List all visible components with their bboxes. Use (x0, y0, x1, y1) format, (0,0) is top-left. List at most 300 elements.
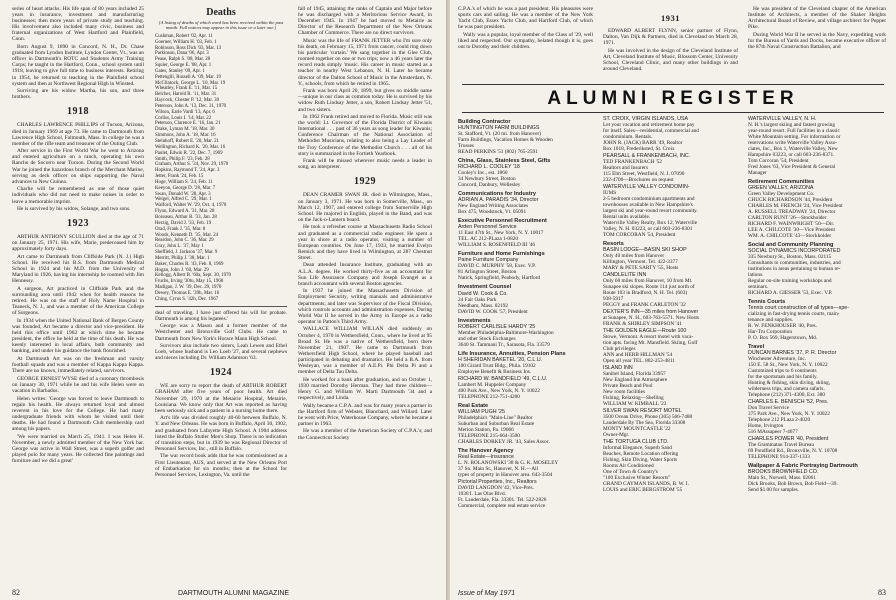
listing-line: lations. (748, 272, 764, 279)
register-category: Building Contractor (458, 119, 511, 125)
death-entry: Kellogg, Albert B. '60a, Sept. 30, 1970 (155, 273, 232, 279)
listing-line: The Grammatan Travel Bureau (748, 442, 815, 449)
register-column-2 (603, 116, 743, 582)
paragraph: Frank was born April 20, 1899, but gives no middle name—unique in our class as common today. He is survived by his widow Ruth Lindsay Jetter, a son, Robert Lindsay Jetter '51, and two sisters. (298, 88, 432, 113)
register-listing (458, 479, 598, 509)
listing-line: 11 East 47th St., New York, N. Y. 10017 (458, 230, 544, 237)
paragraph: After service in the First World War he went to Arizona and entered agriculture on a ranch, operating his own Rancho de Socorro near Tucson. During the Second World War he joined the hazardous branch of the Merchant Marine, serving as deck officer on ships supporting the Naval advances to New Guinea. (12, 148, 144, 185)
listing-line: 335 Newbury St., Boston, Mass. 02115 (748, 254, 832, 261)
listing-line: L. N. BOLANOWSKI '38 & G. K. MOSELEY (458, 459, 559, 466)
listing-line: for itself. Sales—residential, commercial and (603, 128, 699, 134)
listing-line: Fishing, Skin Diving, Water Sports (603, 457, 678, 464)
register-listing (748, 436, 888, 460)
listing-line: CHARLES E. BENISCH '52, Pres. (748, 399, 829, 406)
register-listing (458, 324, 598, 348)
class-year-heading: 1924 (210, 367, 232, 379)
paragraph: WALLACE WILLIAM WILLAN died suddenly on October 4, 1970 in Wethersfield, Conn., where he lived at 95 Broad St. He was a native of Wethersfield, born there November 21, 1907. He came to Dartmouth from Wethersfield High School, where he played baseball and participated in debating and dramatics. He held a B.A. from Wesleyan, was a member of A.E.Pi. Phi Delta Pi and a member of Delta Tau Delta. (298, 326, 432, 376)
paragraph: In 1962 Frank retired and moved to Florida. Music still was the world: Lt. Governor of the Florida District of Kiwanis International . . . past of 36 years as song leader for Kiwanis; Conference Chairman of the National Association of Methodist Musicians, relating to also being a Lay Leader of the Troy Conference of the Methodist Church . . . all of his story is summarized in the Fortieth Yearbook. (298, 114, 432, 157)
listing-line: David W. Cook & Co. (458, 290, 508, 297)
register-listing (748, 399, 888, 435)
register-listing (603, 365, 743, 407)
death-entry: Paulet, Edwin R. '22, Dec. 7, 1969 (155, 150, 223, 156)
banner-rule-bottom (462, 112, 884, 113)
register-column-1 (458, 116, 598, 582)
paragraph: ARTHUR ANTHONY SCULLION died at the age of 71 on January 25, 1971. His wife, Marie, predeceased him by approximately forty days. (12, 234, 144, 253)
register-category: Investments (458, 317, 491, 324)
paragraph: In 1937 he joined the Massachusetts Division of Employment Security, writing manuals and administrative departments; and later was Supervisor of the Fiscal Division, which controls accounts and administration expenses. During World War II he served in the Army in Europe as a radio operator in Patton's Third Army. (298, 288, 432, 325)
death-entry: Steinhoff, Robert E. '20, Mar. 21 (155, 139, 219, 144)
register-category: Tennis Courts (748, 299, 786, 306)
register-category: Social and Community Planning (748, 242, 834, 249)
register-column-3 (748, 116, 888, 582)
paragraph: The war record book adds that he was commissioned as a First Lieutenant, AUS, and served at the New Orleans Port of Embarkation for six months; then at the School for Personnel Services, Lexington, Va. until the (155, 453, 287, 478)
listing-line: Private Beach and Pool (603, 383, 653, 390)
listing-line: Let your vacation and retirement home pay (603, 122, 695, 128)
listing-line: 69 Pondfield Rd., Bronxville, N. Y. 10708 (748, 448, 838, 455)
listing-line: at Sunapee, N. H., 603-763-5571. New Hosts (603, 315, 700, 322)
listing-line: for the sportsman and his family. (748, 374, 818, 381)
paragraph: A surgeon, Art practiced in Cliffside Park and the surrounding area until 1942 when for health reasons he retired. He was on the staff of Holy Name Hospital in Teaneck, N. J., and was a member of the American College of Surgeons. (12, 285, 144, 317)
listing-line: 150 E. 58 St., New York, N. Y. 10022 (748, 362, 828, 369)
listing-line: Killington, Vermont. Tel. 422-3377 (603, 259, 678, 266)
listing-line: 1038 I. Las Olas Blvd. (458, 490, 506, 497)
paragraph: GEORGE ERNEST WYSE died of a coronary thrombosis on January 30, 1971 while he and his wife Helen were on vacation in Barbados. (12, 375, 144, 394)
listing-line: Box 475, Woodstock, Vt. 05091 (458, 209, 527, 216)
listing-line: Hunting & fishing, skin diving, skiing, (748, 380, 831, 387)
death-entry: McClintock, George L. '10, Mar. 19 (155, 80, 226, 86)
listing-line: 37 So. Main St., Hanover, N. H.—All (458, 465, 539, 472)
listing-line: TED FRANKENBACH '52 (603, 159, 662, 165)
listing-line: New room facilities (603, 389, 646, 396)
listing-line: BROOKS BROWNFIELD CO. (748, 469, 819, 476)
register-listing (458, 409, 598, 445)
listing-line: Don Travel Service (748, 405, 790, 412)
paragraph: Wally was a popular, loyal member of the Class of '29, well liked and respected. Our sympathy, belated though it is, goes out to Dorothy and their children. (458, 31, 593, 51)
register-category: Executive Personnel Recruitment (458, 218, 547, 225)
listing-line: and other Stock Exchanges (458, 335, 516, 342)
listing-line: Commercial, complete real estate service (458, 502, 546, 509)
right-footer-issue: Issue of May 1971 (458, 590, 516, 597)
listing-line: RICHARD F. WAINWRIGHT '50—Dir. (748, 221, 835, 228)
register-category: China, Glass, Stainless Steel, Gifts (458, 158, 551, 165)
listing-line: Rooms Air Conditioned (603, 463, 654, 470)
death-entry: Pease, Ralph S. '08, Mar. 28 (155, 57, 211, 63)
register-listing (748, 350, 888, 398)
listing-line: Natick, Springfield, Peabody, Hartford (458, 275, 541, 282)
listing-line: 3640 St. Tammani Tr., Sarasota, Fla. 33579 (458, 341, 550, 348)
listing-line: RICHARD W. BANDFIELD '49, C.L.U. (458, 375, 548, 382)
register-listing (603, 247, 743, 271)
listing-line: 3500 Ocean Drive, Phone (305) 566-7488 (603, 414, 693, 421)
register-listing (603, 153, 743, 183)
listing-line: institutions in areas pertaining to human re- (748, 266, 841, 273)
register-listing (458, 224, 598, 248)
right-page-number: 83 (878, 588, 886, 597)
listing-line: Ft. Lauderdale, Fla. 33301. Tel. 522-2826 (458, 496, 547, 503)
listing-line: Employee Benefit & Business Ins. (458, 368, 532, 375)
death-entry: Boisseau, Arthur R. '33, Jan. 28 (155, 214, 217, 220)
register-listing (748, 248, 888, 296)
paragraph: WE are sorry to report the death of ARTHUR ROBERT GRAHAM after five years of poor health. Art died November 29, 1970 at the Metairie Hospital, Metairie, Louisiana. We know only that Art was reported as having been seriously sick and a patient in a nursing home there. (155, 383, 287, 414)
register-category: The Hanover Agency (458, 447, 514, 454)
register-category: Furniture and Home Furnishings (458, 251, 545, 258)
death-entry: Fruchs, Irving '30tu, May 15, 1968 (155, 279, 224, 285)
listing-line: 400 Park Ave., New York, N. Y. 10022 (458, 387, 540, 394)
listing-line: Owner-Mgr. (603, 432, 630, 439)
death-entry: Reardon, John C. '36, Mar. 29 (155, 238, 214, 244)
death-entry: Gray, John L. '37, May 1 (155, 244, 204, 250)
death-entry: Peterson, John A. '13, Dec. 31, 1970 (155, 103, 227, 109)
right-top-column-2 (603, 6, 738, 84)
paragraph: Music was the life of FRANK JETTER who I'm sure only his death, on February 15, 1971 from cancer, could ring down his particular 'curtain.' We sang together in the Glee Club, roomed together on one or two trips; now a 46 years later the record reads simply 'music. His career in music started as a teacher in nearby West Lebanon, N. H. Later he became director of the Dalton School of Music in the Amsterdam, N. Y., schools, from which he retired in 1965. (298, 37, 432, 87)
listing-line: BASIN LODGE—BASIN SKI SHOP (603, 247, 687, 254)
listing-line: WATERVILLE VALLEY CONDOMIN- (603, 184, 690, 190)
listing-line: MARY & PETE SARTY '55, Hosts (603, 265, 679, 272)
listing-line: DAVID W. COOK '57, President (458, 308, 528, 315)
death-entry: Graham, Arthur S. '24, Nov. 29, 1970 (155, 162, 229, 168)
listing-line: DEXTER'S INN—35 miles from Hanover (603, 309, 699, 316)
listing-line: TELEPHONE 215-664-3500 (458, 432, 520, 439)
listing-line: WILLIAM S. ROSENFIELD III '46 (458, 242, 536, 249)
listing-line: 516 MAssapeer 7-4677 (748, 429, 798, 436)
register-listing (603, 328, 743, 364)
left-column-2 (155, 6, 287, 586)
banner-rule-top (462, 84, 884, 85)
register-listing (458, 197, 598, 215)
listing-line: Merion Station, Pa. 19066 (458, 426, 514, 433)
listing-line: Sanibel Island, Florida 33957 (603, 371, 666, 378)
paragraph: He is survived by his widow, Solange, and two sons. (17, 206, 131, 213)
listing-line: 81 Arlington Street, Boston (458, 269, 517, 276)
listing-line: wilderness trips, and camera safaris. (748, 386, 825, 393)
listing-line: Informal Elegance, Superb Sand (603, 445, 672, 452)
listing-line: 100 Girard Trust Bldg., Phila. 19102 (458, 362, 536, 369)
listing-line: SILVER SWAN RESORT MOTEL (603, 408, 682, 415)
death-entry: Robinson, Ross Dick '03, Mar. 13 (155, 45, 222, 51)
listing-line: tenance and supplies. (748, 317, 794, 324)
listing-line: Realtors and Insurers (603, 165, 649, 171)
listing-line: Club privileges (603, 346, 636, 353)
listing-line: Farm Buildings, Vacation Homes & Wooden (458, 137, 553, 144)
listing-line: LOUIS and ERIC BERGSTROM '55 (603, 487, 683, 494)
register-listing (603, 116, 743, 152)
death-entry: Baker, Charles R. '43, Feb. 8, 1969 (155, 261, 224, 267)
listing-line: Route 103 in Bradford, N. H. Tel. (603) (603, 290, 688, 297)
death-entry: Haycock, Chester P. '12, Mar. 30 (155, 98, 220, 104)
death-entry: Madigan, J. W. '39, Dec. 29, 1970 (155, 285, 222, 291)
death-entry: Hogan, John J. '60, Mar. 29 (155, 267, 209, 273)
listing-line: year-round resort. Full facilities in a classic (748, 128, 840, 134)
listing-line: ANN and HERB HILLMAN '54 (603, 352, 673, 359)
listing-line: St. Stafford, Vt. (20 mi. from Hanover) (458, 131, 542, 138)
right-top-column-3 (748, 6, 886, 84)
listing-line: Send $1.00 for samples. (748, 487, 800, 494)
listing-line: PEARSALL & FRANKENBACH, INC. (603, 153, 691, 159)
listing-line: 24 Fair Oaks Park (458, 296, 497, 303)
death-entry: Ching, Cyrus S. '42h, Dec. 1967 (155, 296, 219, 302)
paragraph: He took a refresher course at Massachusetts Radio School and graduated as a commercial radio engineer. He spent a year in shore at a radio operator, visiting a number of European countries. On June 17, 1933, he married Evelyn Remick and they have lived in Wilmington, at 287 Chestnut Street. (298, 224, 432, 261)
death-entry: Walford, Walter W. '29, Oct. 4, 1970 (155, 203, 227, 209)
paragraph: He was involved in the design of the Cleveland Institute of Art, Cleveland Institute of Music, Blossom Center, University School, Cleveland Clinic, and many other buildings in and around Cleveland. (603, 47, 738, 73)
listing-line: IUMS (603, 190, 617, 196)
listing-line: Dick Brooks, Bob Brown, Bob Field—39. (748, 481, 838, 488)
listing-line: Box 1018, Frederiksted, St. Croix (603, 146, 675, 152)
register-category: Resorts (603, 241, 624, 247)
paragraph: He worked for a bank after graduation, and on October 1, 1930 married Dorothy Herman. They had three children—Henry G. and William W. Marti Dartmouth '34 and a respectively, and Linda. (298, 376, 432, 401)
listing-line: 232-4700—Brochures on request (603, 177, 674, 183)
listing-line: Fishing, Relaxing—Shelling (603, 395, 664, 402)
death-entry: Corliss, Louis I. '14, Mar. 22 (155, 115, 212, 121)
register-listing (748, 185, 888, 239)
listing-line: New England Writing Associates (458, 203, 529, 210)
paragraph: Frank will be missed wherever music needs a leader in song, an interpreter. (298, 158, 432, 171)
paragraph: Art's life was divided roughly 40-60 between Buffalo, N. Y. and New Orleans. He was born in Buffalo, April 30, 1902, and graduated from Lafayette High School. A 1904 address listed the Buffalo Stutler Men's Shop. There is no indication of transition steps, but in 1939 he was Regional Director of Personnel Services, Inc., still in Buffalo. (155, 415, 287, 452)
listing-line: READ PERKINS '51 (802) 765-2591 (458, 149, 538, 156)
listing-line: P. O. Box 569, Hagerstown, Md. (748, 335, 818, 342)
paragraph: Helen writes: 'George was forced to leave Dartmouth to regain his health. He always returned loyal and almost reverent in his love for the College. He had many undergraduate friends with whom he visited until their deaths. He had found a Dartmouth Club membership card among his papers. (12, 395, 144, 433)
listing-line: Waterville Valley Realty, Box 12, Waterville (603, 220, 698, 226)
register-listing (458, 164, 598, 188)
death-entry: Hopkins, Raymond T. '24, Apr. 3 (155, 168, 220, 174)
listing-line: ISLAND INN (603, 365, 633, 372)
death-entry: Wilson, Earle Vardi '13, Apr. 6 (155, 109, 215, 115)
listing-line: Concord, Danbury, Wellesley (458, 182, 521, 189)
listing-line: Fred Jones '63, Vice President & General (748, 164, 836, 170)
listing-line: CHARLES DORKEY JR. '43, Sales Assoc. (458, 438, 551, 445)
death-entry: Goerner, William H. '03, Feb. 1 (155, 39, 217, 45)
death-entry: Smith, Philip F. '23, Feb. 28 (155, 156, 210, 162)
listing-line: tion apts. facing Mt. Mansfield. Skiing, Golf (603, 340, 698, 347)
listing-line: FRANK & SHIRLEY SIMPSON '41 (603, 321, 682, 328)
listing-line: R. W. FENKHOUSER '40, Pres. (748, 323, 817, 330)
listing-line: Sunapee ski slopes. Route 114 just north of (603, 284, 695, 291)
listing-line: Philadelphia's "Main-Line" Realtor (458, 414, 533, 421)
listing-line: A. RUSSELL TREADWAY '24, Director (748, 209, 836, 216)
right-top-column-1 (458, 6, 593, 84)
register-listing (603, 439, 743, 493)
paragraph: fall of 1945, attaining the ranks of Captain and Major before he was discharged with a Meritorious Service Award, in December 1945. In 1947 he had moved to Metairie as Director of the Research Department of the New Orleans Chamber of Commerce. There are no direct survivors. (298, 6, 432, 37)
right-page (450, 0, 896, 600)
listing-line: townhouses available in New Hampshire's (603, 202, 693, 208)
section-divider (155, 306, 287, 307)
listing-line: Real Estate—Insurance (458, 453, 514, 460)
listing-line: H SHERIDAN BAKETEL '20, C.L.U. (458, 356, 543, 363)
death-entry: Keeyon, George D. '28, Mar. 7 (155, 185, 216, 191)
listing-line: CHUCK RICHARDSON '44, President (748, 197, 833, 204)
listing-line: Tom Corcoran '54, President (748, 158, 809, 164)
listing-line: cializing in fast-drying tennis courts, main- (748, 311, 840, 318)
listing-line: Arden Personnel Service (458, 224, 517, 231)
death-entry: Wheatley, Frank E. '11, Mar. 15 (155, 86, 218, 92)
death-entry: Cushman, Robert '02, Apr. 11 (155, 33, 213, 39)
listing-line: Lauderdale By The Sea, Florida 33308 (603, 420, 686, 427)
listing-line: Only 40 miles from Hanover (603, 253, 665, 260)
death-entry: Gates, Stanley '09, Apr. 1 (155, 68, 205, 74)
listing-line: CARLTON RUNT '26—Stockholder (748, 215, 827, 222)
paragraph: He was a member of the American Society of C.P.A.'s; and the Connecticut Society (298, 428, 432, 441)
paragraph: series of heart attacks. His life span of 80 years included 25 years in insurance, investment and manufacturing businesses; then more years of private study and teaching. His involvement also included many civic, business and fraternal organizations of West Hartford and Plainfield, Conn. (12, 6, 144, 43)
register-category: Investment Counsel (458, 284, 512, 291)
listing-line: New England Inn Atmosphere (603, 377, 668, 384)
listing-line: Rental units available. (603, 214, 651, 220)
paragraph: Dean attended Insurance Institute, graduating with an A.L.A. degree. He worked thirty-five as an accountant for Sun Life Assurance Company and Joseph Evangel as a branch accountant with several Boston agencies. (298, 262, 432, 287)
death-entry: Herzig, David J. '33, Feb. 19 (155, 220, 212, 226)
register-category: Real Estate (458, 402, 489, 409)
paragraph: At Dartmouth Art was on the freshman and varsity football squads and was a member of Kappa Kappa Kappa. There are no known, immediately related, survivors. (12, 356, 144, 375)
death-entry: Squier, George E. '08, Apr. 1 (155, 63, 212, 69)
listing-line: 938-5917 (603, 296, 624, 303)
listing-line: Manager (748, 170, 767, 176)
listing-line: RICHARD A. GIESSER '53, Exec. V.P. (748, 290, 833, 297)
listing-line: Cooley's Inc., est. 1860 (458, 170, 508, 177)
listing-line: Open all year TEL. 802-253-4811 (603, 358, 675, 365)
listing-line: One of Town & Country's (603, 469, 658, 476)
listing-line: Green Valley Development Co. (748, 191, 815, 198)
listing-line: WM. A. CHILCOTE '43—Stockholder (748, 233, 832, 240)
listing-line: WILLIAM W. KIMBALL '23 (603, 401, 667, 408)
paragraph: deal of traveling. I have just offered his will for probate. Dartmouth is among his legatees.' (155, 309, 287, 322)
listing-line: Paine Furniture Company (458, 257, 519, 264)
listing-line: DAVID LANGDON '42, Vice-Pres. (458, 484, 534, 491)
paragraph: Wally became a C.P.A. and was for many years a partner in the Hartford firm of Webster, Blanchard, and Willard. Later he went with Price, Waterhouse Company, where he became a partner in 1963. (298, 402, 432, 427)
listing-line: Regular on-site training workshops and (748, 278, 832, 285)
listing-line: condominium. Rentals. (603, 134, 653, 140)
paragraph: George was a Mason and a former member of the Westchester and Bronxville Golf Clubs. He came to Dartmouth from New York's Horace Mann High School. (155, 323, 287, 342)
left-footer-title: DARTMOUTH ALUMNI MAGAZINE (178, 590, 290, 597)
class-year-heading: 1923 (67, 218, 89, 230)
register-category: Travel (748, 344, 765, 351)
listing-line: JOHN R. (JACK) BARR '49, Realtor (603, 140, 683, 146)
listing-line: seminars. (748, 284, 769, 291)
death-entry: Simmons, John A. '18, Mar. 16 (155, 133, 216, 139)
alumni-register-banner: ALUMNI REGISTER (547, 88, 799, 109)
death-entry: Peterson, Clarence E. '16, Jan. 21 (155, 121, 221, 127)
listing-line: LEE A. CHILCOTE '30—Vice President (748, 227, 835, 234)
paragraph: Charlie will be remembered as one of those quiet individuals who did not need to make noises in order to leave a memorable imprint. (12, 186, 144, 205)
left-column-1 (12, 6, 144, 586)
listing-line: ROBERT CARLISLE HARDY '25 (458, 323, 536, 330)
listing-line: CHARLES M. FRENCH '24, Vice President (748, 203, 843, 210)
register-listing (748, 116, 888, 176)
paragraph: C.P.A.'s of which he was a past president. His pleasures were sports cars and sailing. He was a member of the New York Yacht Club, Essex Yacht Club, and Hartford Club, of which he was past president. (458, 6, 593, 31)
death-entry: Hoge, William S. '24, Feb. 11 (155, 179, 213, 185)
death-entry: Orad, Frank J. '35, Mar. 8 (155, 226, 206, 232)
listing-line: Har-Tru Corporation (748, 329, 792, 336)
register-listing (603, 184, 743, 238)
listing-line: Suburban and Suburban Real Estate (458, 420, 535, 427)
listing-line: Customized trips to 6 continents (748, 368, 817, 375)
death-entry: Merritt, Philip J. '38, Mar. 1 (155, 255, 210, 261)
paragraph: In 1934 when the United National Bank of Bergen County was founded, Art became a director and vice-president. He held this office until 1962 at which time he became president, the office he held at the time of his death. He was keenly interested in local affairs, both community and banking, and under his guidance the bank flourished. (12, 317, 144, 355)
listing-line: WILLIAM PUGH '25 (458, 408, 505, 415)
death-entry: Belcher, Harold R. '11, Mar. 31 (155, 92, 217, 98)
listing-line: types of property in Hanover area. 643-3504 (458, 471, 553, 478)
listing-line: ST. CROIX, VIRGIN ISLANDS, USA (603, 116, 689, 122)
listing-line: White Mountain setting. For information or (748, 134, 841, 140)
paragraph: During World War II he served in the Navy, expediting work for the Bureau of Yards and Docks, became executive officer of the 87th Naval Construction Battalion, and (748, 31, 886, 51)
listing-line: N. H.'s largest skiing and fastest growing (748, 122, 836, 128)
listing-line: DUNCAN BARNES '37, P. R. Director (748, 350, 837, 357)
deaths-note: [A listing of deaths of which word has been received within the past month. Full notices may appear in this issue or a later one.] (158, 20, 284, 31)
listing-line: Consultants to communities, industries, and (748, 260, 841, 267)
death-entry: Sheffield, J. Jackson '37, Mar. 9 (155, 250, 218, 256)
listing-line: 34 Newbury Street, Boston (458, 176, 516, 183)
class-year-heading: 1929 (354, 176, 376, 188)
listing-line: DAVID C. MURPHY '58, Exec. V.P. (458, 263, 536, 270)
left-page (0, 0, 446, 600)
register-category: Communications for Industry (458, 191, 537, 198)
listing-line: largest ski and year-round resort community. (603, 208, 698, 214)
listing-line: ADRIAN A. PARADIS '34, Director (458, 197, 539, 204)
register-listing (603, 272, 743, 308)
left-page-number: 82 (12, 588, 20, 597)
listing-line: Beaches, Remote Location offering (603, 451, 679, 458)
listing-line: Lambert M. Huppeler Company (458, 381, 527, 388)
listing-line: Stowe, Vermont. A resort motel with vaca- (603, 334, 694, 341)
listing-line: PEGGY and FRANK CARLETON '32 (603, 302, 686, 309)
listing-line: TEL. AC 212-PLaza 1-0820 (458, 236, 519, 243)
death-entry: Pettengill, Russell A. '09, Mar. 19 (155, 74, 221, 80)
listing-line: THE TORTUGA CLUB LTD. (603, 439, 669, 446)
deaths-title: Deaths (206, 7, 236, 18)
listing-line: MONTY MOUNTCASTLE '22 (603, 426, 671, 433)
listing-line: Hampshire 03223, or call 603-236-8371. (748, 152, 835, 158)
listing-line: Member Philadelphia-Baltimore-Washington (458, 329, 554, 336)
register-listing (603, 408, 743, 438)
paragraph: Survivors also include two sisters, Leah Lewen and Ethel Loeb, whose husband is Leo Loeb '27, and several nephews and nieces including Dr. William Adamson '63. (155, 343, 287, 362)
register-listing (458, 376, 598, 400)
paragraph: Surviving are his widow Martha, his son, and three brothers. (12, 88, 144, 101)
paragraph: DEAN CRAMER SWAN JR. died in Wilmington, Mass., on January 3, 1971. He was born in Somerville, Mass., on March 12, 1907, and entered college from Somerville High School. He majored in English, played in the Band, and was on the Jack-o-Lantern board. (298, 192, 432, 223)
listing-line: Winchester Adventure, Inc. (748, 356, 807, 363)
listing-line: 2-5 bedroom condominium apartments and (603, 196, 695, 202)
death-entry: Drake, Lyman M. '18, Mar. 30 (155, 127, 215, 133)
register-listing (748, 469, 888, 493)
death-entry: Dewey, Thomas E. '39h, Mar. 16 (155, 290, 220, 296)
listing-line: Tennis court construction of all types—spe- (748, 305, 849, 312)
listing-line: Telephone 212 PLaza 2-4020 (748, 417, 811, 424)
listing-line: TELEPHONE 914-337-1333 (748, 454, 810, 461)
listing-line: HUNTINGTON FARM BUILDINGS (458, 125, 540, 132)
listing-line: Trusses (458, 143, 474, 150)
listing-line: ciates, Inc., Box 1, Waterville Valley, New (748, 146, 838, 152)
listing-line: Main St., Norwell, Mass. 02061 (748, 475, 816, 482)
listing-line: TOM CORCORAN '54, President (603, 232, 676, 238)
class-year-heading: 1931 (661, 13, 680, 23)
paragraph: 'We were married on March 25, 1941. I was Helen H. November, a newly admitted member of the New York bar. George was active in Wall Street, was a superb golfer and played polo for many years. He collected fine paintings and furniture and we did a great' (12, 433, 144, 464)
listing-line: SOCIAL DYNAMICS INCORPORATED (748, 248, 841, 255)
listing-line: 375 Park Ave., New York, N. Y. 10022 (748, 411, 830, 418)
listing-line: Home, Irvington (748, 423, 784, 430)
death-entry: Swan, Donald W. '28, Apr. 3 (155, 191, 211, 197)
listing-line: CHARLES POWER '40, President (748, 436, 829, 443)
listing-line: Valley, N. H. 03223, or call 603-236-8301 (603, 226, 693, 232)
register-listing (458, 125, 598, 155)
deaths-list (155, 34, 287, 303)
class-year-heading: 1918 (67, 106, 89, 118)
left-column-3 (298, 6, 432, 586)
death-entry: Parkinson, Dana '06, Apr. 3 (155, 51, 209, 57)
paragraph: Born August 9, 1890 in Concord, N. H., Dr. Chase graduated from Lyndon Institute, Lyndon Center, Vt., was an officer in Dartmouth's ROTC and Students Army Training Corps; he taught in the Hartford, Conn., school system until 1918, leaving to give full time to business interests. Retiring in 1954, he returned to teaching in the Plainfield school system and then at Northwest Regional High in Winsted. (12, 44, 144, 87)
paragraph: CHARLES LAWRENCE PHILLIPS of Tucson, Arizona, died in January 1969 at age 73. He came to Dartmouth from Lawrence High School, Falmouth, Mass. In college he was a member of the rifle team and treasurer of the Outing Club. (12, 122, 144, 147)
listing-line: TELEPHONE 212-751-4200 (458, 393, 520, 400)
death-entry: Wellington, Richard K. '20, Mar. 16 (155, 144, 226, 150)
register-listing (458, 291, 598, 315)
register-listing (458, 257, 598, 281)
register-category: Life Insurance, Annuities, Pension Plans (458, 350, 566, 357)
listing-line: CANDLELITE INN (603, 272, 647, 279)
register-listing (458, 454, 598, 478)
